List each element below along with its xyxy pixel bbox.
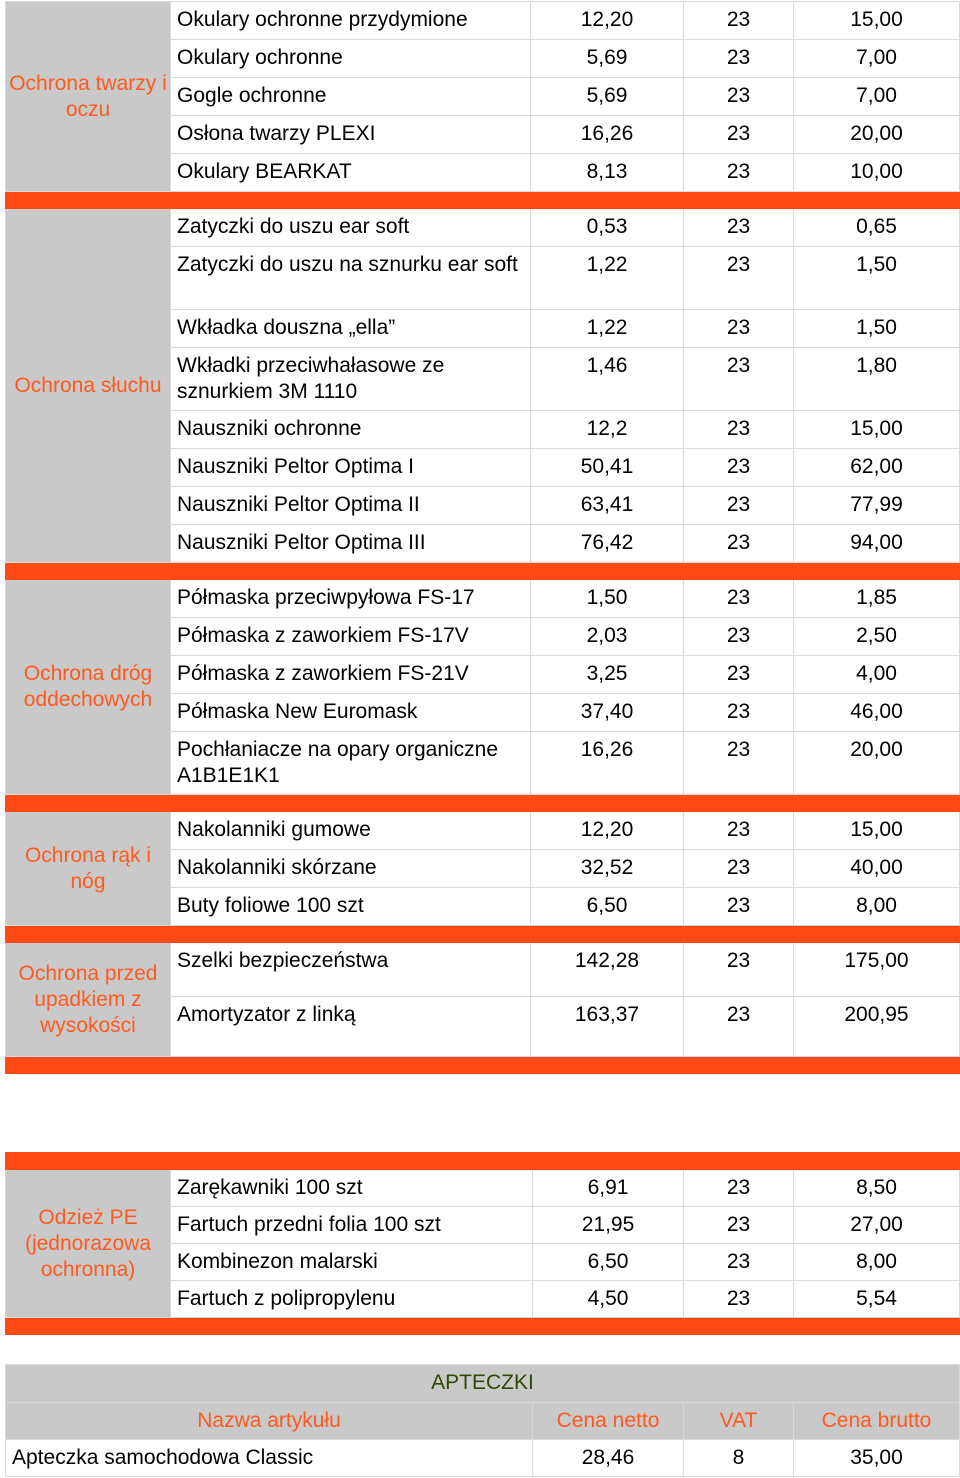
header-gross: Cena brutto: [794, 1403, 960, 1440]
item-gross: 15,00: [794, 812, 960, 850]
item-net: 2,03: [531, 618, 684, 656]
category-cell: Ochrona rąk i nóg: [6, 812, 171, 926]
item-name: Wkładki przeciwhałasowe ze sznurkiem 3M 1110: [171, 348, 531, 411]
item-vat: 23: [684, 247, 794, 310]
section-separator: [6, 563, 960, 580]
item-name: Pochłaniacze na opary organiczne A1B1E1K1: [171, 732, 531, 795]
item-name: Buty foliowe 100 szt: [171, 888, 531, 926]
item-gross: 1,80: [794, 348, 960, 411]
item-name: Wkładka douszna „ella”: [171, 310, 531, 348]
item-net: 3,25: [531, 656, 684, 694]
item-net: 5,69: [531, 78, 684, 116]
item-gross: 7,00: [794, 40, 960, 78]
item-vat: 23: [684, 487, 794, 525]
main-price-table: [5, 1, 960, 1074]
item-vat: 23: [684, 580, 794, 618]
item-vat: 23: [684, 209, 794, 247]
item-gross: 1,85: [794, 580, 960, 618]
item-net: 5,69: [531, 40, 684, 78]
item-name: Zarękawniki 100 szt: [171, 1170, 533, 1207]
item-name: Amortyzator z linką: [171, 997, 531, 1057]
item-gross: 40,00: [794, 850, 960, 888]
item-vat: 23: [684, 154, 794, 192]
item-net: 12,20: [531, 812, 684, 850]
item-vat: 23: [684, 78, 794, 116]
item-gross: 20,00: [794, 732, 960, 795]
item-gross: 4,00: [794, 656, 960, 694]
item-name: Nauszniki Peltor Optima I: [171, 449, 531, 487]
item-vat: 23: [684, 732, 794, 795]
item-gross: 46,00: [794, 694, 960, 732]
item-name: Nakolanniki gumowe: [171, 812, 531, 850]
item-name: Szelki bezpieczeństwa: [171, 943, 531, 997]
table-row: [6, 2, 960, 40]
item-vat: 23: [684, 411, 794, 449]
category-cell: Ochrona przed upadkiem z wysokości: [6, 943, 171, 1057]
item-name: Półmaska New Euromask: [171, 694, 531, 732]
section-separator: [6, 1153, 960, 1170]
item-net: 6,50: [533, 1244, 684, 1281]
item-gross: 94,00: [794, 525, 960, 563]
header-name: Nazwa artykułu: [6, 1403, 533, 1440]
item-name: Osłona twarzy PLEXI: [171, 116, 531, 154]
item-gross: 35,00: [794, 1440, 960, 1477]
item-vat: 23: [684, 850, 794, 888]
item-vat: 23: [684, 1281, 794, 1318]
item-name: Fartuch z polipropylenu: [171, 1281, 533, 1318]
item-net: 12,2: [531, 411, 684, 449]
item-vat: 23: [684, 656, 794, 694]
item-name: Półmaska przeciwpyłowa FS-17: [171, 580, 531, 618]
item-name: Zatyczki do uszu ear soft: [171, 209, 531, 247]
item-gross: 77,99: [794, 487, 960, 525]
category-cell: Odzież PE (jednorazowa ochronna): [6, 1170, 171, 1318]
category-cell: Ochrona twarzy i oczu: [6, 2, 171, 192]
item-vat: 23: [684, 2, 794, 40]
item-name: Fartuch przedni folia 100 szt: [171, 1207, 533, 1244]
table-row: [6, 812, 960, 850]
table-row: [6, 580, 960, 618]
item-name: Gogle ochronne: [171, 78, 531, 116]
item-net: 0,53: [531, 209, 684, 247]
item-net: 50,41: [531, 449, 684, 487]
table-row: [6, 1440, 960, 1477]
header-net: Cena netto: [533, 1403, 684, 1440]
item-gross: 62,00: [794, 449, 960, 487]
item-name: Nauszniki ochronne: [171, 411, 531, 449]
item-name: Nakolanniki skórzane: [171, 850, 531, 888]
item-net: 32,52: [531, 850, 684, 888]
item-gross: 1,50: [794, 310, 960, 348]
item-vat: 23: [684, 812, 794, 850]
item-vat: 23: [684, 40, 794, 78]
item-net: 1,50: [531, 580, 684, 618]
item-gross: 8,50: [794, 1170, 960, 1207]
section-separator: [6, 926, 960, 943]
item-net: 37,40: [531, 694, 684, 732]
item-gross: 15,00: [794, 2, 960, 40]
table-row: [6, 209, 960, 247]
section-separator: [6, 1057, 960, 1074]
item-gross: 15,00: [794, 411, 960, 449]
item-name: Nauszniki Peltor Optima III: [171, 525, 531, 563]
pe-price-table: [5, 1152, 960, 1335]
item-net: 1,46: [531, 348, 684, 411]
item-gross: 5,54: [794, 1281, 960, 1318]
item-name: Nauszniki Peltor Optima II: [171, 487, 531, 525]
item-net: 16,26: [531, 116, 684, 154]
item-net: 1,22: [531, 247, 684, 310]
category-cell: Ochrona słuchu: [6, 209, 171, 563]
item-vat: 23: [684, 525, 794, 563]
item-gross: 8,00: [794, 888, 960, 926]
item-name: Okulary ochronne przydymione: [171, 2, 531, 40]
header-vat: VAT: [684, 1403, 794, 1440]
item-name: Zatyczki do uszu na sznurku ear soft: [171, 247, 531, 310]
item-net: 4,50: [533, 1281, 684, 1318]
section-separator: [6, 795, 960, 812]
table-title-row: [6, 1365, 960, 1403]
item-net: 63,41: [531, 487, 684, 525]
item-vat: 23: [684, 449, 794, 487]
item-name: Półmaska z zaworkiem FS-21V: [171, 656, 531, 694]
item-vat: 23: [684, 1207, 794, 1244]
item-vat: 23: [684, 116, 794, 154]
item-net: 12,20: [531, 2, 684, 40]
table-row: [6, 1170, 960, 1207]
item-gross: 7,00: [794, 78, 960, 116]
section-separator: [6, 1318, 960, 1335]
item-vat: 23: [684, 943, 794, 997]
item-net: 16,26: [531, 732, 684, 795]
item-vat: 23: [684, 310, 794, 348]
item-vat: 23: [684, 694, 794, 732]
item-name: Okulary BEARKAT: [171, 154, 531, 192]
item-net: 163,37: [531, 997, 684, 1057]
item-vat: 23: [684, 1170, 794, 1207]
item-gross: 175,00: [794, 943, 960, 997]
item-gross: 200,95: [794, 997, 960, 1057]
apteczki-table: [5, 1364, 960, 1477]
item-net: 6,50: [531, 888, 684, 926]
item-gross: 2,50: [794, 618, 960, 656]
item-net: 21,95: [533, 1207, 684, 1244]
table-header-row: [6, 1403, 960, 1440]
item-vat: 23: [684, 997, 794, 1057]
item-vat: 23: [684, 1244, 794, 1281]
item-name: Półmaska z zaworkiem FS-17V: [171, 618, 531, 656]
item-name: Kombinezon malarski: [171, 1244, 533, 1281]
item-gross: 10,00: [794, 154, 960, 192]
apteczki-title: APTECZKI: [6, 1365, 960, 1403]
item-net: 1,22: [531, 310, 684, 348]
item-gross: 27,00: [794, 1207, 960, 1244]
item-gross: 1,50: [794, 247, 960, 310]
item-gross: 8,00: [794, 1244, 960, 1281]
item-vat: 23: [684, 618, 794, 656]
item-name: Okulary ochronne: [171, 40, 531, 78]
item-net: 76,42: [531, 525, 684, 563]
item-name: Apteczka samochodowa Classic: [6, 1440, 533, 1477]
table-row: [6, 943, 960, 997]
item-gross: 0,65: [794, 209, 960, 247]
item-net: 28,46: [533, 1440, 684, 1477]
item-vat: 23: [684, 888, 794, 926]
item-net: 142,28: [531, 943, 684, 997]
item-net: 6,91: [533, 1170, 684, 1207]
section-separator: [6, 192, 960, 209]
item-vat: 8: [684, 1440, 794, 1477]
item-vat: 23: [684, 348, 794, 411]
category-cell: Ochrona dróg oddechowych: [6, 580, 171, 795]
item-gross: 20,00: [794, 116, 960, 154]
item-net: 8,13: [531, 154, 684, 192]
